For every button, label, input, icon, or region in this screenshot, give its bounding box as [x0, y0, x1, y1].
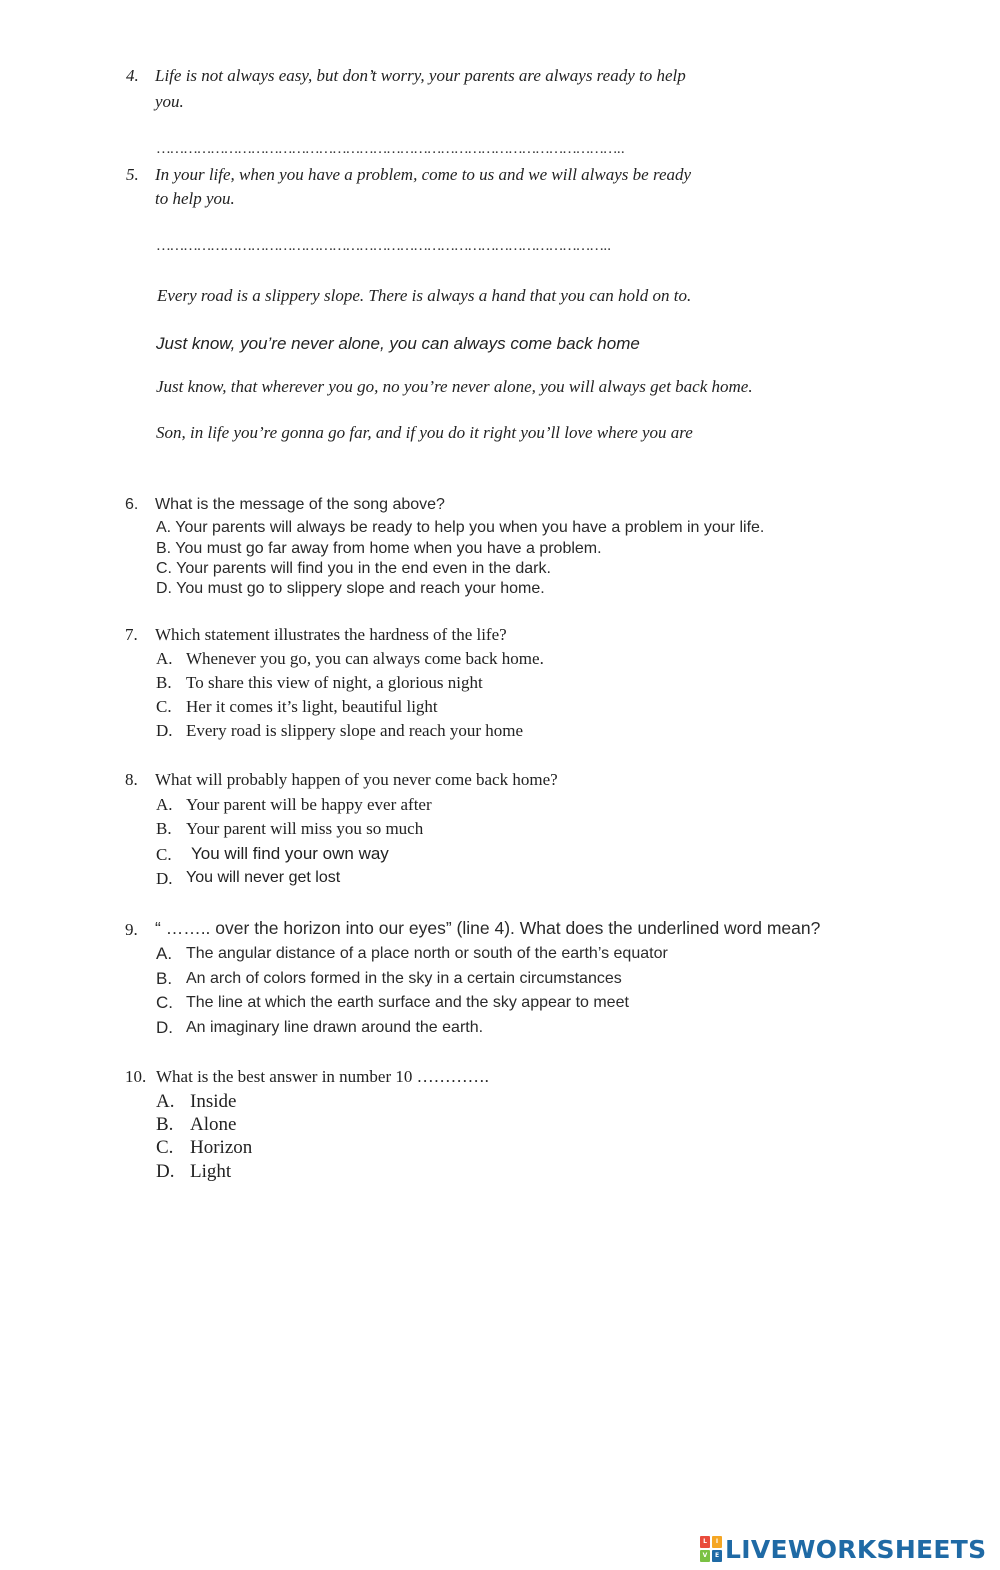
q9-option-c[interactable]: [156, 993, 629, 1013]
q6-option-c[interactable]: C. Your parents will find you in the end even in the dark.: [156, 560, 551, 577]
q6-question: What is the message of the song above?: [155, 496, 445, 513]
q10-option-b[interactable]: [156, 1114, 237, 1136]
option-letter: C.: [156, 845, 172, 864]
option-letter: D.: [156, 1018, 173, 1037]
liveworksheets-logo[interactable]: [700, 1534, 986, 1564]
q9-option-b[interactable]: [156, 969, 622, 989]
lyric-line-2: Just know, you’re never alone, you can always come back home: [156, 334, 640, 353]
q7-option-a[interactable]: [156, 649, 544, 669]
option-text: Horizon: [190, 1137, 253, 1158]
q9-number: 9.: [125, 920, 138, 939]
q10-number: 10.: [125, 1067, 147, 1086]
option-text: Alone: [190, 1114, 237, 1135]
q8-option-a[interactable]: [156, 795, 432, 815]
option-text: An arch of colors formed in the sky in a certain circumstances: [186, 970, 622, 987]
q7-option-d[interactable]: [156, 721, 524, 741]
logo-icon-cell: E: [712, 1550, 722, 1562]
q4-text-line2: you.: [155, 92, 184, 111]
q5-text-line1: In your life, when you have a problem, come to us and we will always be ready: [155, 165, 692, 184]
q9-question-rest: over the horizon into our eyes” (line 4). What does the underlined word mean?: [210, 918, 821, 938]
option-letter: B.: [156, 969, 173, 988]
option-letter: A.: [156, 649, 173, 668]
q6-option-b[interactable]: B. You must go far away from home when you have a problem.: [156, 540, 602, 557]
lyric-line-3: Just know, that wherever you go, no you’re never alone, you will always get back home.: [156, 377, 753, 396]
q10-question: What is the best answer in number 10 ………….: [156, 1067, 489, 1086]
option-letter: D.: [156, 1161, 175, 1182]
q9-option-d[interactable]: [156, 1018, 484, 1038]
q6-option-d[interactable]: D. You must go to slippery slope and reach your home.: [156, 580, 545, 597]
option-text: To share this view of night, a glorious night: [186, 673, 483, 692]
q9-option-a[interactable]: [156, 944, 668, 964]
q9-question: [155, 918, 820, 939]
q8-question: What will probably happen of you never come back home?: [155, 770, 558, 789]
q5-answer-line[interactable]: ………………………………………………………………………………………..: [157, 238, 612, 254]
q4-answer-line[interactable]: …………………………………………………………………………………………..: [157, 141, 626, 157]
option-letter: A.: [156, 1091, 175, 1112]
q8-number: 8.: [125, 770, 138, 789]
option-text: Every road is slippery slope and reach your home: [186, 721, 524, 740]
q8-option-d[interactable]: [156, 869, 341, 889]
lyric-line-1: Every road is a slippery slope. There is always a hand that you can hold on to.: [157, 286, 692, 305]
q8-option-c[interactable]: [156, 844, 389, 865]
option-text: Your parent will miss you so much: [186, 819, 424, 838]
option-letter: C.: [156, 993, 173, 1012]
q7-option-b[interactable]: [156, 673, 483, 693]
q4-number: 4.: [126, 66, 139, 85]
option-text: An imaginary line drawn around the earth.: [186, 1019, 484, 1036]
q10-option-c[interactable]: [156, 1137, 253, 1159]
option-text: Her it comes it’s light, beautiful light: [186, 697, 438, 716]
option-text: Light: [190, 1161, 232, 1182]
option-text: The line at which the earth surface and the sky appear to meet: [186, 994, 629, 1011]
lyric-line-4: Son, in life you’re gonna go far, and if you do it right you’ll love where you are: [156, 423, 693, 442]
logo-icon-cell: V: [700, 1550, 710, 1562]
option-text: Whenever you go, you can always come back home.: [186, 649, 544, 668]
option-letter: B.: [156, 819, 172, 838]
q8-option-b[interactable]: [156, 819, 424, 839]
q7-number: 7.: [125, 625, 138, 644]
option-letter: D.: [156, 721, 173, 740]
q6-number: 6.: [125, 496, 139, 513]
option-letter: A.: [156, 795, 173, 814]
q4-text-line1: Life is not always easy, but don’t worry, your parents are always ready to help: [155, 66, 686, 85]
q7-option-c[interactable]: [156, 697, 438, 717]
option-text: Inside: [190, 1091, 237, 1112]
option-letter: C.: [156, 1137, 174, 1158]
liveworksheets-logo-icon: [700, 1536, 722, 1562]
q7-question: Which statement illustrates the hardness of the life?: [155, 625, 507, 644]
q10-option-d[interactable]: [156, 1161, 232, 1183]
q10-option-a[interactable]: [156, 1091, 237, 1113]
option-letter: C.: [156, 697, 172, 716]
q5-text-line2: to help you.: [155, 189, 235, 208]
option-text: Your parent will be happy ever after: [186, 795, 432, 814]
q6-option-a[interactable]: A. Your parents will always be ready to help you when you have a problem in your life.: [156, 519, 765, 536]
logo-icon-cell: I: [712, 1536, 722, 1548]
q5-number: 5.: [126, 165, 139, 184]
option-letter: B.: [156, 1114, 174, 1135]
logo-icon-cell: L: [700, 1536, 710, 1548]
option-letter: B.: [156, 673, 172, 692]
liveworksheets-logo-text: LIVEWORKSHEETS: [725, 1534, 987, 1564]
option-text: The angular distance of a place north or south of the earth’s equator: [186, 945, 668, 962]
option-text: You will find your own way: [191, 844, 389, 863]
option-text: You will never get lost: [186, 869, 341, 886]
option-letter: D.: [156, 869, 173, 888]
option-letter: A.: [156, 944, 173, 963]
q9-quote-open: “ ……..: [155, 918, 211, 938]
